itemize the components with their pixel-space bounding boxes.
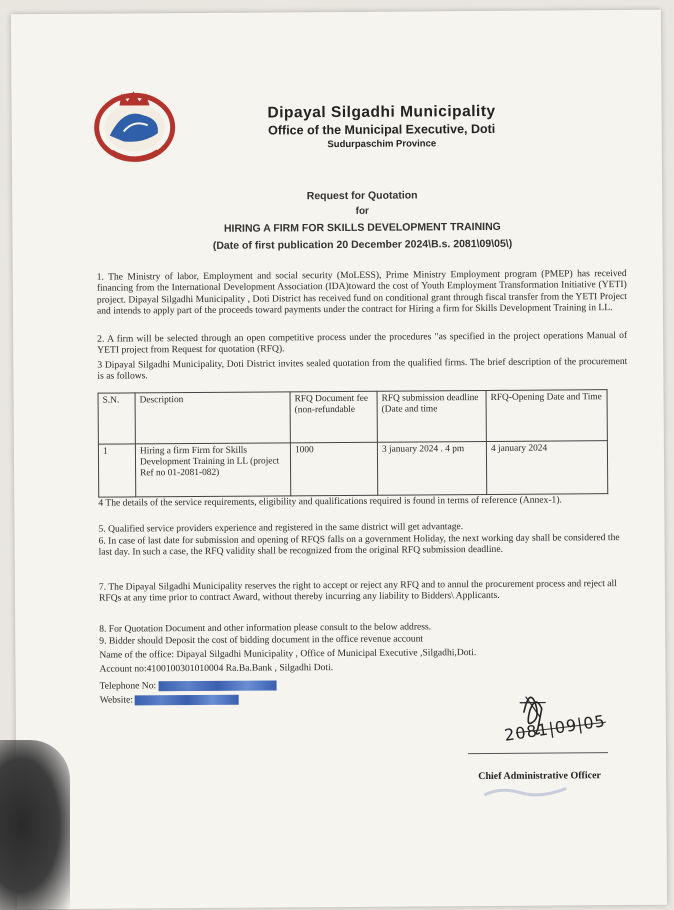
header-deadline: RFQ submission deadline (Date and time: [377, 390, 486, 442]
website-redaction: [135, 695, 239, 706]
note-5: 5. Qualified service providers experience and registered in the same district will get advantage.: [98, 521, 464, 535]
signatory-title: Chief Administrative Officer: [478, 770, 602, 783]
header-opening: RFQ-Opening Date and Time: [486, 390, 607, 442]
title-line-1: Request for Quotation: [306, 189, 418, 203]
municipality-emblem-icon: [93, 85, 176, 164]
note-6: 6. In case of last date for submission and opening of RFQS falls on a government Holiday, the next working day shall be considered the last day. In such a case, the RFQ validity shall be recognized from the original RFQ submission deadline.: [98, 532, 620, 559]
telephone-redaction: [158, 680, 276, 691]
cell-opening: 4 january 2024: [486, 441, 607, 495]
table-header-row: [98, 390, 607, 445]
office-name: Office of the Municipal Executive, Doti: [268, 121, 496, 138]
procurement-table: [98, 389, 609, 498]
cell-fee: 1000: [290, 442, 377, 496]
note-7: 7. The Dipayal Silgadhi Municipality reserves the right to accept or reject any RFQ and to annul the procurement process and reject all RFQs at any time prior to contract Award, without thereby incurring any liability to Bidders\ Applicants.: [98, 578, 617, 605]
title-line-2: for: [355, 205, 369, 217]
account-line: Account no:4100100301010004 Ra.Ba.Bank , Silgadhi Doti.: [99, 662, 334, 675]
finger-shadow: [0, 740, 70, 910]
note-9: 9. Bidder should Deposit the cost of bidding document in the office revenue account: [99, 633, 424, 647]
paragraph-1: 1. The Ministry of labor, Employment and social security (MoLESS), Prime Ministry Employment program (PMEP) has received financing from the International Development Association (IDA)toward the cost of Youth Employment Transformation Initiative (YETI) project. Dipayal Silgadhi Municipality , Doti District has received fund on conditional grant through fiscal transfer from the YETI Project and intends to apply part of the proceeds toward payments under the contract for Hiring a firm for Skills Development Training in LL.: [96, 267, 627, 317]
document-page: [11, 10, 667, 910]
website-label: Website:: [99, 694, 134, 706]
header-description: Description: [135, 392, 290, 444]
note-8: 8. For Quotation Document and other information please consult to the below address.: [99, 621, 432, 635]
title-line-3: HIRING A FIRM FOR SKILLS DEVELOPMENT TRAINING: [223, 220, 501, 235]
table-row: [98, 441, 607, 498]
cell-description: Hiring a firm Firm for Skills Development Training in LL (project Ref no 01-2081-082): [135, 443, 290, 497]
title-line-4: (Date of first publication 20 December 2024\B.s. 2081\09\05\): [212, 237, 513, 252]
org-name: Dipayal Silgadhi Municipality: [267, 102, 496, 122]
paragraph-3: 3 Dipayal Silgadhi Municipality, Doti District invites sealed quotation from the qualified firms. The brief description of the procurement is as follows.: [97, 355, 628, 383]
cell-deadline: 3 january 2024 . 4 pm: [377, 441, 486, 495]
header-sn: S.N.: [98, 393, 135, 444]
faded-stamp-icon: [480, 782, 570, 801]
province-name: Sudurpaschim Province: [327, 138, 437, 151]
header-fee: RFQ Document fee (non-refundable: [290, 391, 377, 443]
note-4: 4 The details of the service requirements, eligibility and qualifications required is found in terms of reference (Annex-1).: [98, 494, 562, 509]
cell-sn: 1: [98, 444, 135, 497]
signature-date: 2081|09|05: [503, 711, 607, 745]
telephone-label: Telephone No:: [99, 680, 157, 692]
office-name-line: Name of the office: Dipayal Silgadhi Municipality , Office of Municipal Executive ,Silgadhi,Doti.: [99, 647, 477, 661]
paragraph-2: 2. A firm will be selected through an open competitive process under the procedures "as specified in the project operations Manual of YETI project from Request for quotation (RFQ).: [97, 329, 628, 357]
